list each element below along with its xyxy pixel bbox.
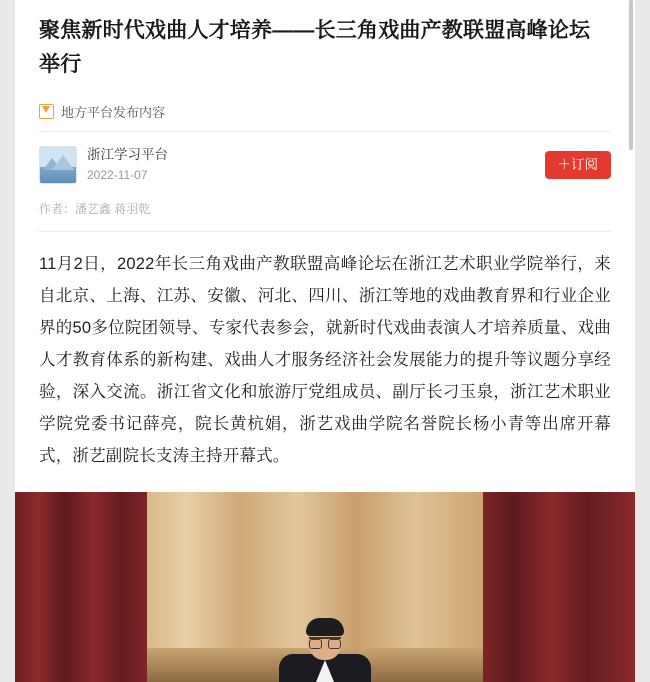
photo-speaker bbox=[277, 620, 373, 682]
source-meta bbox=[87, 146, 545, 184]
source-row bbox=[39, 132, 611, 194]
glasses-icon bbox=[309, 637, 341, 648]
authors-line: 作者：潘艺鑫 蒋羽乾 bbox=[39, 202, 151, 216]
article-body: 11月2日，2022年长三角戏曲产教联盟高峰论坛在浙江艺术职业学院举行，来自北京、上海、江苏、安徽、河北、四川、浙江等地的戏曲教育界和行业企业界的50多位院团领导、专家代表参会，就新时代戏曲表演人才培养质量、戏曲人才教育体系的新构建、戏曲人才服务经济社会发展能力的提升等议题分享经验，深入交流。浙江省文化和旅游厅党组成员、副厅长刁玉泉，浙江艺术职业学院党委书记薛亮，院长黄杭娟，浙艺戏曲学院名誉院长杨小青等出席开幕式，浙艺副院长支涛主持开幕式。 bbox=[39, 255, 611, 465]
publish-date: 2022-11-07 bbox=[87, 168, 148, 182]
subscribe-button[interactable]: ＋订阅 bbox=[545, 151, 612, 179]
photo-curtain-left bbox=[15, 492, 147, 682]
page-title: 聚焦新时代戏曲人才培养——长三角戏曲产教联盟高峰论坛举行 bbox=[39, 19, 591, 76]
avatar bbox=[39, 146, 77, 184]
article-page bbox=[15, 0, 635, 682]
flag-icon bbox=[39, 104, 54, 119]
photo-curtain-right bbox=[483, 492, 635, 682]
article-content bbox=[15, 0, 635, 472]
speaker-hair bbox=[306, 618, 344, 636]
source-name[interactable]: 浙江学习平台 bbox=[87, 147, 168, 162]
article-photo bbox=[15, 492, 635, 682]
content-tag-label: 地方平台发布内容 bbox=[61, 105, 166, 120]
scrollbar[interactable] bbox=[629, 0, 633, 150]
content-tag bbox=[39, 102, 611, 121]
